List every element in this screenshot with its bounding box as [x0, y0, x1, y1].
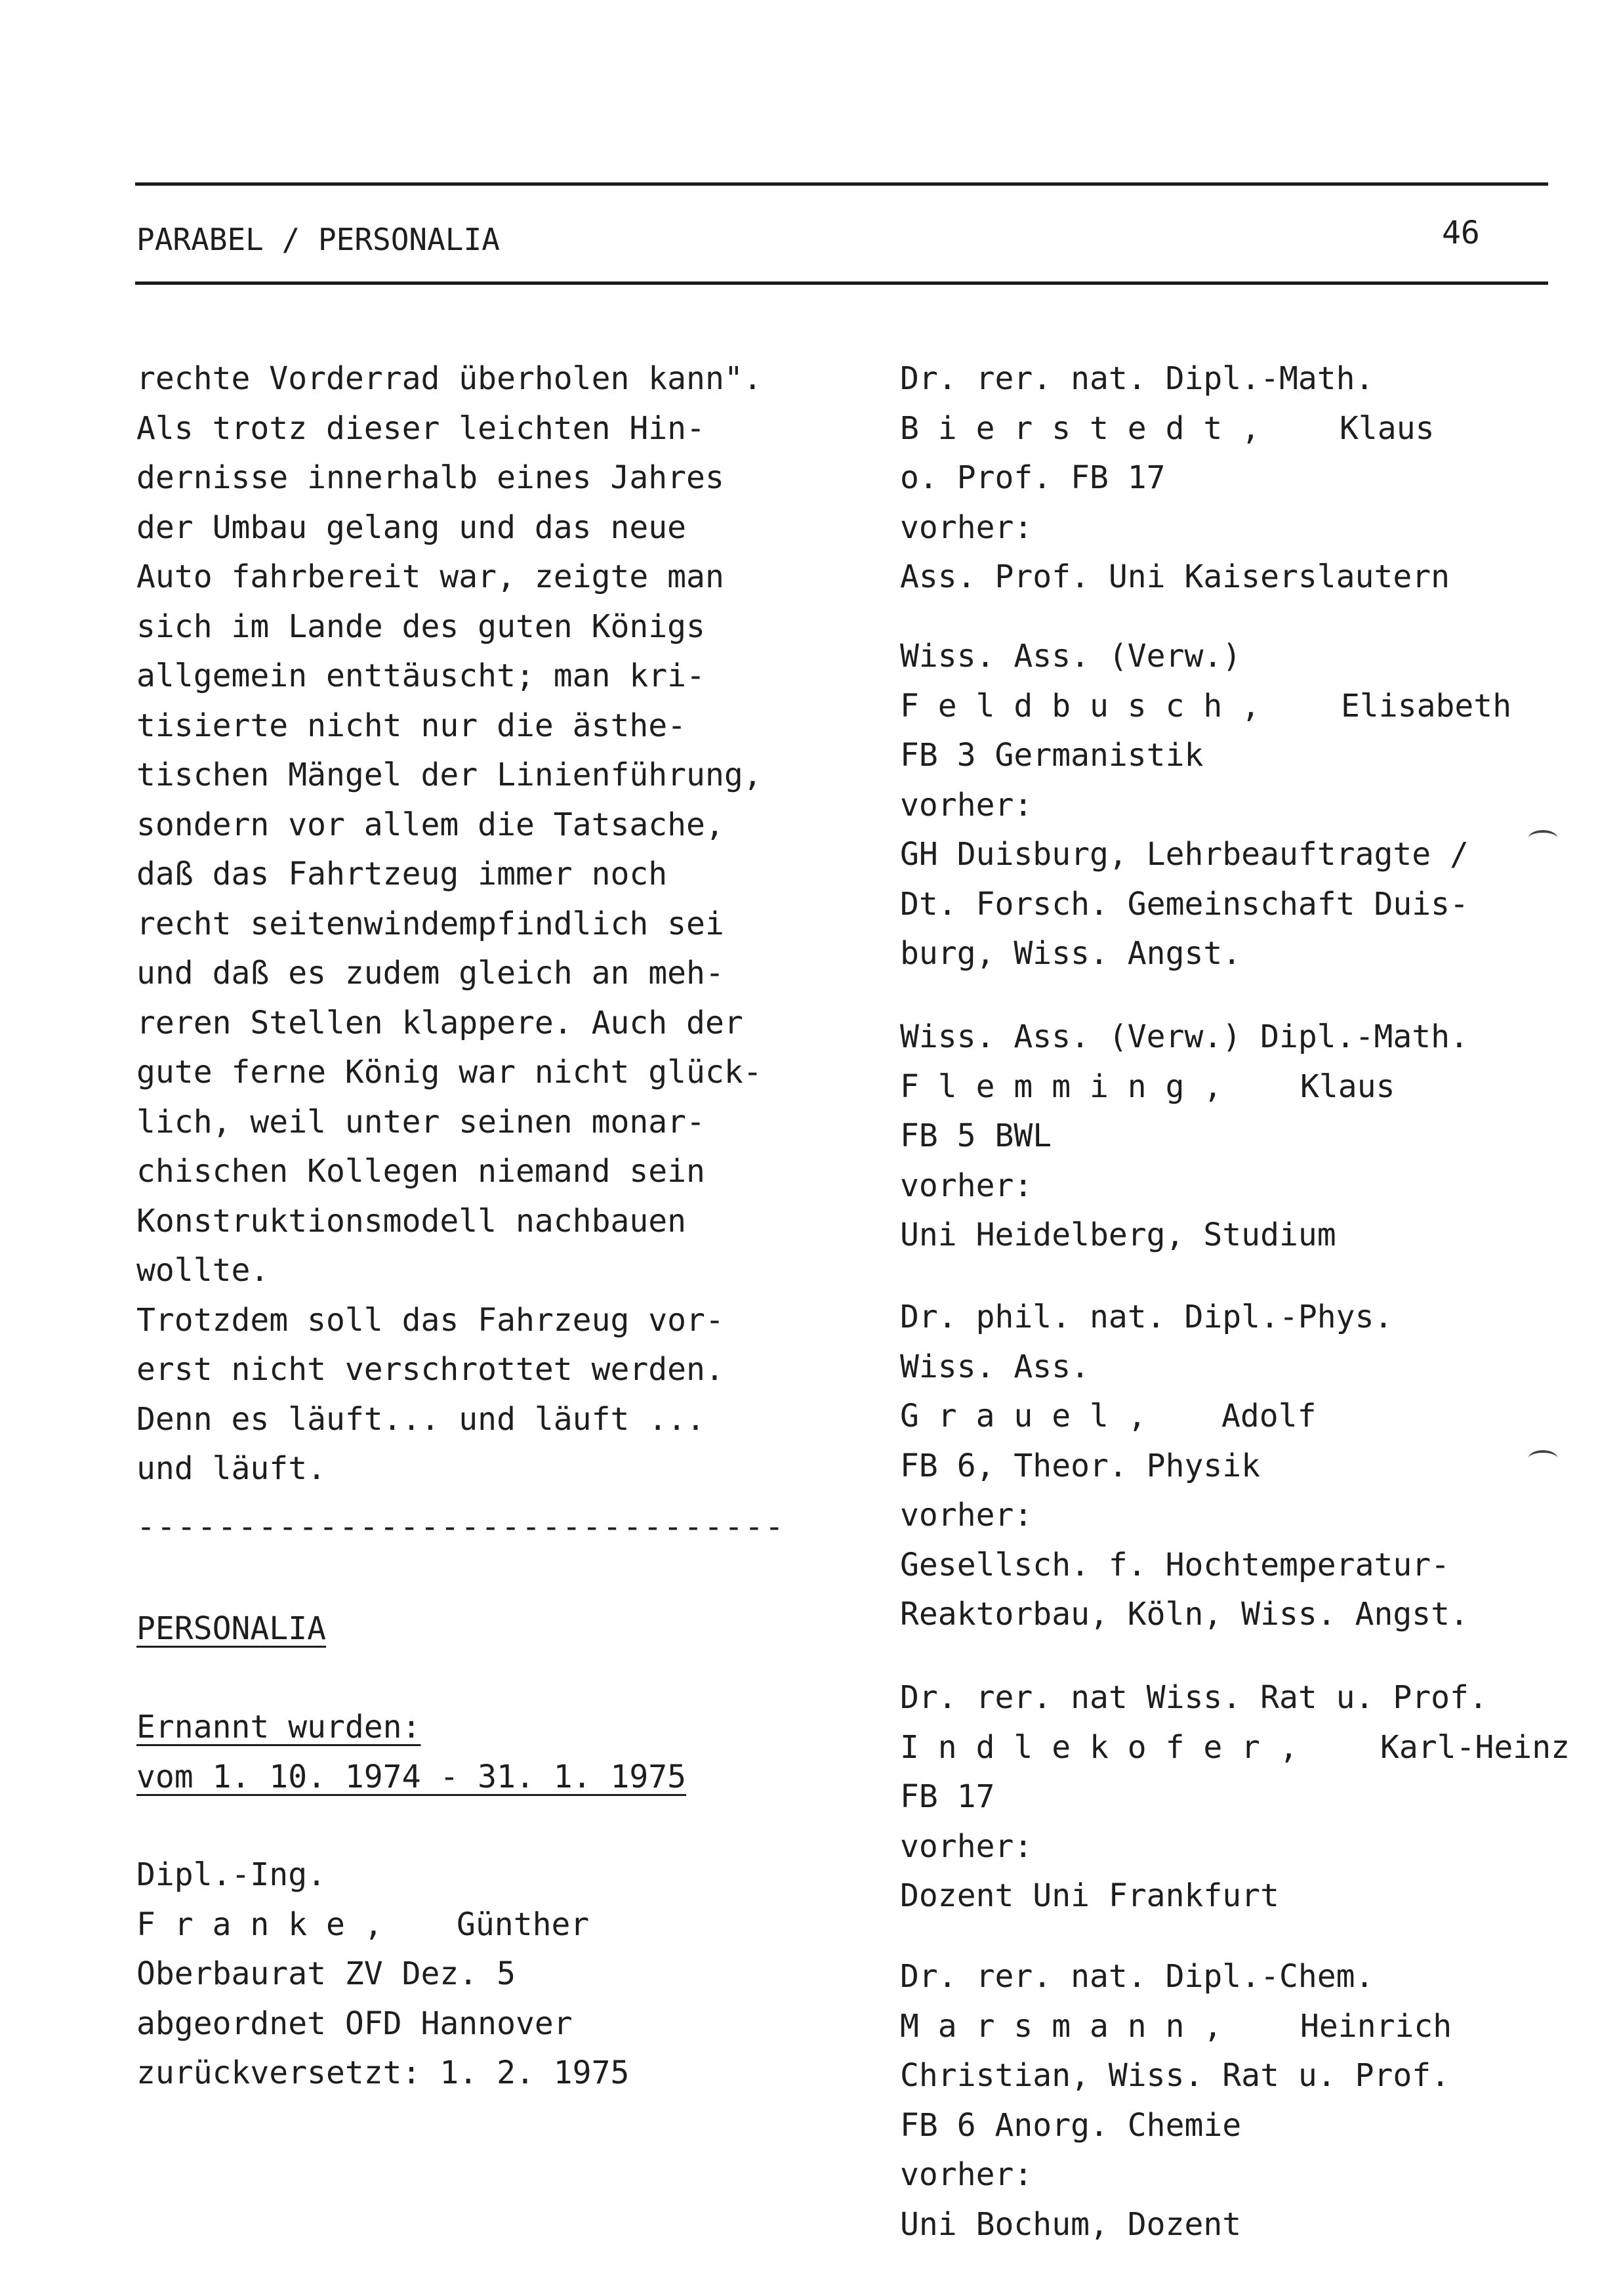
story-line: und läuft. [136, 1450, 326, 1487]
story-line: allgemein enttäuscht; man kri- [136, 657, 705, 694]
personnel-entry-indlekofer [900, 1673, 1595, 1921]
entry-title: Wiss. Ass. (Verw.) Dipl.-Math. [900, 1018, 1469, 1055]
story-line: tischen Mängel der Linienführung, [136, 757, 762, 793]
appointed-period: vom 1. 10. 1974 - 31. 1. 1975 [136, 1758, 687, 1795]
separator-block [136, 1503, 825, 1553]
entry-line: FB 6, Theor. Physik [900, 1447, 1261, 1484]
entry-line: Uni Bochum, Dozent [900, 2205, 1242, 2243]
story-line: rechte Vorderrad überholen kann". [136, 360, 762, 397]
story-line: Als trotz dieser leichten Hin- [136, 409, 705, 447]
story-line: Denn es läuft... und läuft ... [136, 1400, 705, 1438]
entry-surname: B i e r s t e d t , [900, 409, 1261, 447]
story-line: sondern vor allem die Tatsache, [136, 806, 724, 843]
story-line: Auto fahrbereit war, zeigte man [136, 558, 724, 595]
story-line: chischen Kollegen niemand sein [136, 1153, 705, 1190]
story-line: erst nicht verschrottet werden. [136, 1351, 724, 1388]
entry-line: FB 3 Germanistik [900, 737, 1204, 774]
entry-line: Dozent Uni Frankfurt [900, 1877, 1279, 1914]
entry-given-name: Klaus [1300, 1068, 1395, 1105]
running-header: PARABEL / PERSONALIA [136, 222, 500, 257]
entry-title: Dr. rer. nat Wiss. Rat u. Prof. [900, 1679, 1488, 1716]
entry-surname: G r a u e l , [900, 1398, 1147, 1434]
entry-given-name: Günther [457, 1906, 590, 1943]
entry-line: Dt. Forsch. Gemeinschaft Duis- [900, 885, 1469, 923]
entry-line: abgeordnet OFD Hannover [136, 2005, 573, 2042]
entry-surname: M a r s m a n n , [900, 2007, 1223, 2045]
entry-title: Dr. rer. nat. Dipl.-Chem. [900, 1958, 1374, 1995]
parable-text [136, 354, 825, 1494]
entry-surname: F e l d b u s c h , [900, 687, 1261, 724]
entry-title: Wiss. Ass. (Verw.) [900, 638, 1242, 675]
story-line: recht seitenwindempfindlich sei [136, 905, 724, 942]
punch-hole-mark [1528, 830, 1557, 846]
story-line: daß das Fahrtzeug immer noch [136, 856, 668, 892]
page-number: 46 [1442, 215, 1480, 251]
story-line: der Umbau gelang und das neue [136, 509, 687, 546]
entry-line: vorher: [900, 1497, 1033, 1534]
entry-title: Dr. phil. nat. Dipl.-Phys. [900, 1299, 1393, 1335]
entry-title: Dipl.-Ing. [136, 1856, 326, 1893]
entry-surname: F r a n k e , [136, 1906, 383, 1943]
entry-line: vorher: [900, 509, 1033, 546]
personalia-block [136, 1604, 825, 1654]
entry-given-name: Adolf [1221, 1398, 1317, 1434]
personnel-entry-flemming [900, 1012, 1595, 1261]
entry-surname: F l e m m i n g , [900, 1068, 1223, 1105]
entry-line: burg, Wiss. Angst. [900, 935, 1242, 972]
entry-given-name: Elisabeth [1341, 687, 1512, 724]
entry-line: Christian, Wiss. Rat u. Prof. [900, 2057, 1450, 2094]
entry-line: FB 5 BWL [900, 1117, 1052, 1154]
story-line: gute ferne König war nicht glück- [136, 1054, 762, 1091]
entry-line: FB 17 [900, 1778, 995, 1815]
entry-line: zurückversetzt: 1. 2. 1975 [136, 2055, 630, 2091]
story-line: und daß es zudem gleich an meh- [136, 955, 724, 991]
entry-line: Oberbaurat ZV Dez. 5 [136, 1955, 516, 1992]
left-column [136, 354, 825, 1494]
appointed-block [136, 1703, 825, 1802]
personnel-entry-marsmann [900, 1952, 1595, 2249]
entry-title: Dr. rer. nat. Dipl.-Math. [900, 360, 1374, 397]
entry-line: FB 6 Anorg. Chemie [900, 2106, 1242, 2144]
entry-given-name: Karl-Heinz [1380, 1728, 1570, 1766]
story-line: dernisse innerhalb eines Jahres [136, 459, 724, 496]
story-line: tisierte nicht nur die ästhe- [136, 707, 687, 744]
entry-given-name: Heinrich [1300, 2007, 1452, 2045]
entry-line: vorher: [900, 786, 1033, 824]
story-line: Trotzdem soll das Fahrzeug vor- [136, 1301, 724, 1339]
entry-line: Ass. Prof. Uni Kaiserslautern [900, 558, 1450, 595]
personnel-entry-grauel [900, 1293, 1595, 1640]
story-line: wollte. [136, 1252, 270, 1289]
story-line: sich im Lande des guten Königs [136, 608, 705, 645]
entry-line: Uni Heidelberg, Studium [900, 1217, 1336, 1253]
story-line: reren Stellen klappere. Auch der [136, 1004, 743, 1041]
personnel-entry-bierstedt [900, 354, 1595, 602]
dashed-separator: -------------------------------- [136, 1509, 785, 1545]
entry-given-name: Klaus [1340, 409, 1435, 447]
header-bottom-rule [135, 282, 1548, 285]
story-line: lich, weil unter seinen monar- [136, 1103, 705, 1140]
appointed-heading: Ernannt wurden: [136, 1709, 421, 1745]
entry-line: vorher: [900, 2156, 1033, 2193]
personnel-entry-feldbusch [900, 632, 1595, 979]
entry-line: o. Prof. FB 17 [900, 459, 1166, 496]
header-top-rule [135, 182, 1548, 186]
story-line: Konstruktionsmodell nachbauen [136, 1202, 687, 1240]
personnel-entry-franke [136, 1850, 825, 2098]
entry-subtitle: Wiss. Ass. [900, 1348, 1090, 1385]
entry-line: Gesellsch. f. Hochtemperatur- [900, 1546, 1450, 1583]
punch-hole-mark [1528, 1450, 1557, 1466]
entry-line: vorher: [900, 1167, 1033, 1204]
personalia-heading: PERSONALIA [136, 1610, 326, 1647]
entry-surname: I n d l e k o f e r , [900, 1728, 1298, 1766]
entry-line: Reaktorbau, Köln, Wiss. Angst. [900, 1596, 1469, 1633]
entry-line: GH Duisburg, Lehrbeauftragte / [900, 836, 1469, 873]
entry-line: vorher: [900, 1827, 1033, 1865]
